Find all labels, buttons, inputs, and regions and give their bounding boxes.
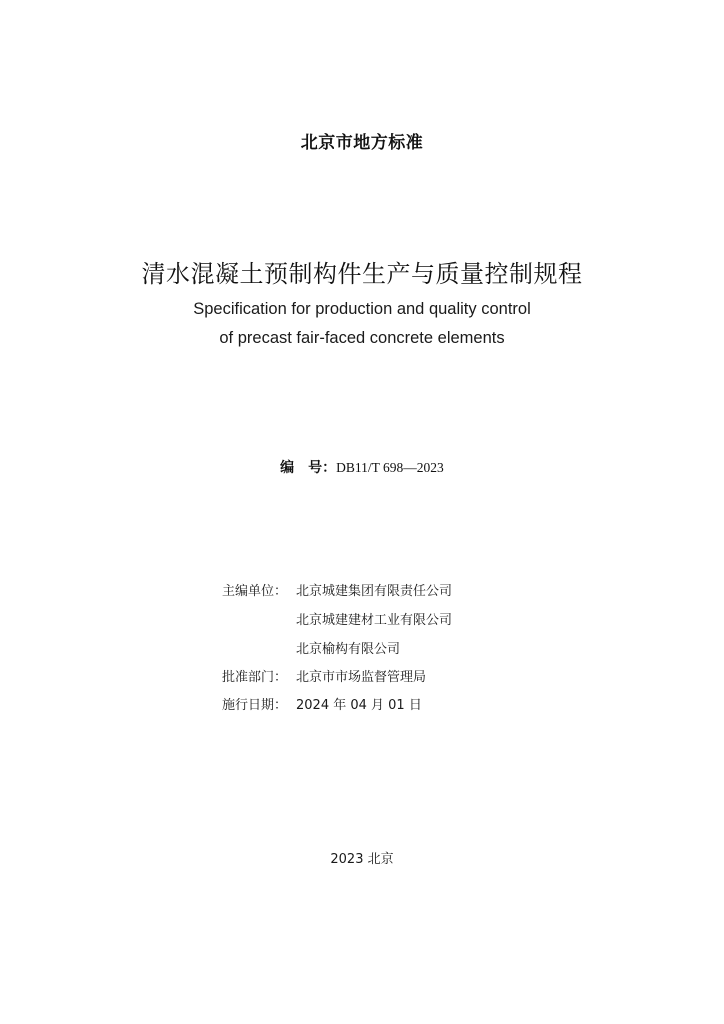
editor-name-3: 北京榆构有限公司 [296, 642, 401, 657]
effective-date-label: 施行日期： [222, 698, 288, 713]
document-title-chinese: 清水混凝土预制构件生产与质量控制规程 [141, 260, 583, 288]
standard-number-value: DB11/T 698—2023 [336, 460, 444, 475]
document-title-english-line-1: Specification for production and quality control [193, 300, 531, 318]
standard-number [0, 457, 724, 477]
editor-name-2: 北京城建建材工业有限公司 [296, 613, 453, 628]
effective-date-value: 2024 年 04 月 01 日 [296, 698, 422, 713]
standard-number-label: 编 号： [280, 460, 337, 476]
standard-category-heading: 北京市地方标准 [300, 133, 424, 153]
approver-name: 北京市市场监督管理局 [296, 670, 427, 685]
editor-label: 主编单位： [222, 584, 288, 599]
document-title-english-line-2: of precast fair-faced concrete elements [219, 329, 505, 347]
effective-date-row [222, 694, 422, 713]
footer-year-place: 2023 北京 [330, 852, 394, 867]
editor-name-1: 北京城建集团有限责任公司 [296, 584, 453, 599]
approver-label: 批准部门： [222, 670, 288, 685]
editor-row [222, 580, 452, 599]
approver-row [222, 666, 426, 685]
